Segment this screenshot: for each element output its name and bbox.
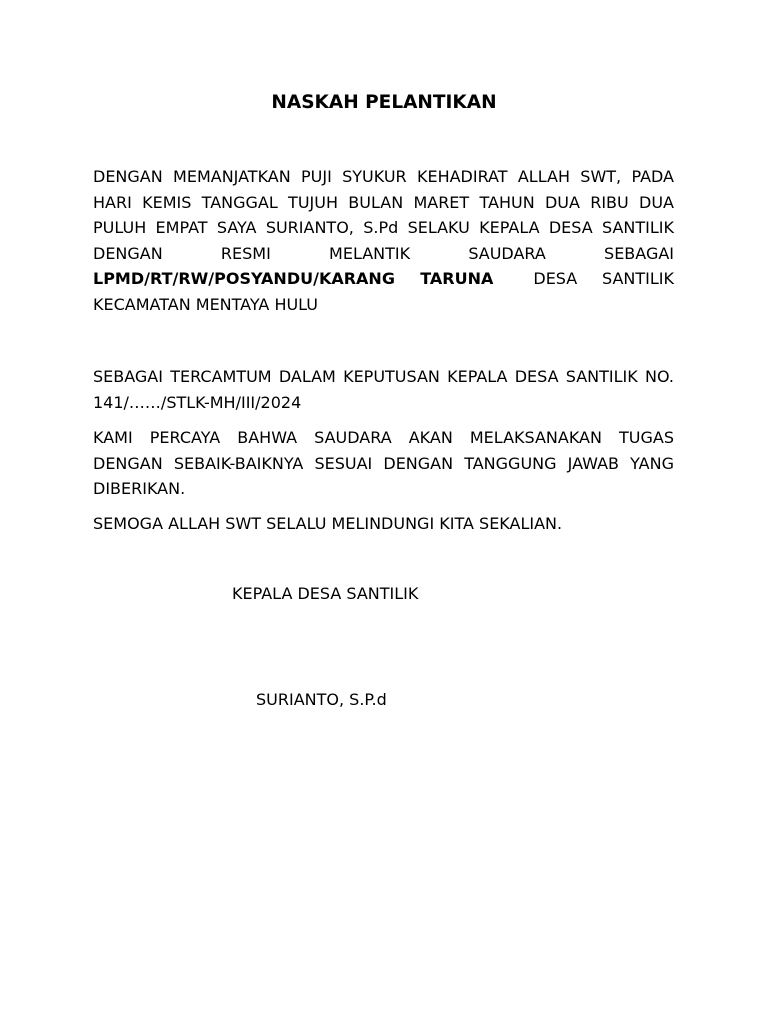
appointment-organizations: LPMD/RT/RW/POSYANDU/KARANG TARUNA	[93, 269, 494, 288]
trust-paragraph: KAMI PERCAYA BAHWA SAUDARA AKAN MELAKSANAKAN TUGAS DENGAN SEBAIK-BAIKNYA SESUAI DENGAN TANGGUNG JAWAB YANG DIBERIKAN.	[93, 428, 674, 498]
signature-position: KEPALA DESA SANTILIK	[232, 584, 419, 603]
document-title: NASKAH PELANTIKAN	[271, 92, 497, 113]
signature-name: SURIANTO, S.P.d	[256, 690, 387, 709]
appointment-paragraph	[93, 164, 674, 317]
prayer-paragraph: SEMOGA ALLAH SWT SELALU MELINDUNGI KITA SEKALIAN.	[93, 514, 563, 533]
appointment-text-before: DENGAN MEMANJATKAN PUJI SYUKUR KEHADIRAT ALLAH SWT, PADA HARI KEMIS TANGGAL TUJUH BULAN MARET TAHUN DUA RIBU DUA PULUH EMPAT SAYA SURIANTO, S.Pd SELAKU KEPALA DESA SANTILIK DENGAN RESMI MELANTIK SAUDARA SEBAGAI	[93, 167, 674, 263]
appointment-text-after: DESA SANTILIK KECAMATAN MENTAYA HULU	[93, 269, 674, 314]
decree-paragraph: SEBAGAI TERCAMTUM DALAM KEPUTUSAN KEPALA DESA SANTILIK NO. 141/……/STLK-MH/III/2024	[93, 367, 674, 412]
